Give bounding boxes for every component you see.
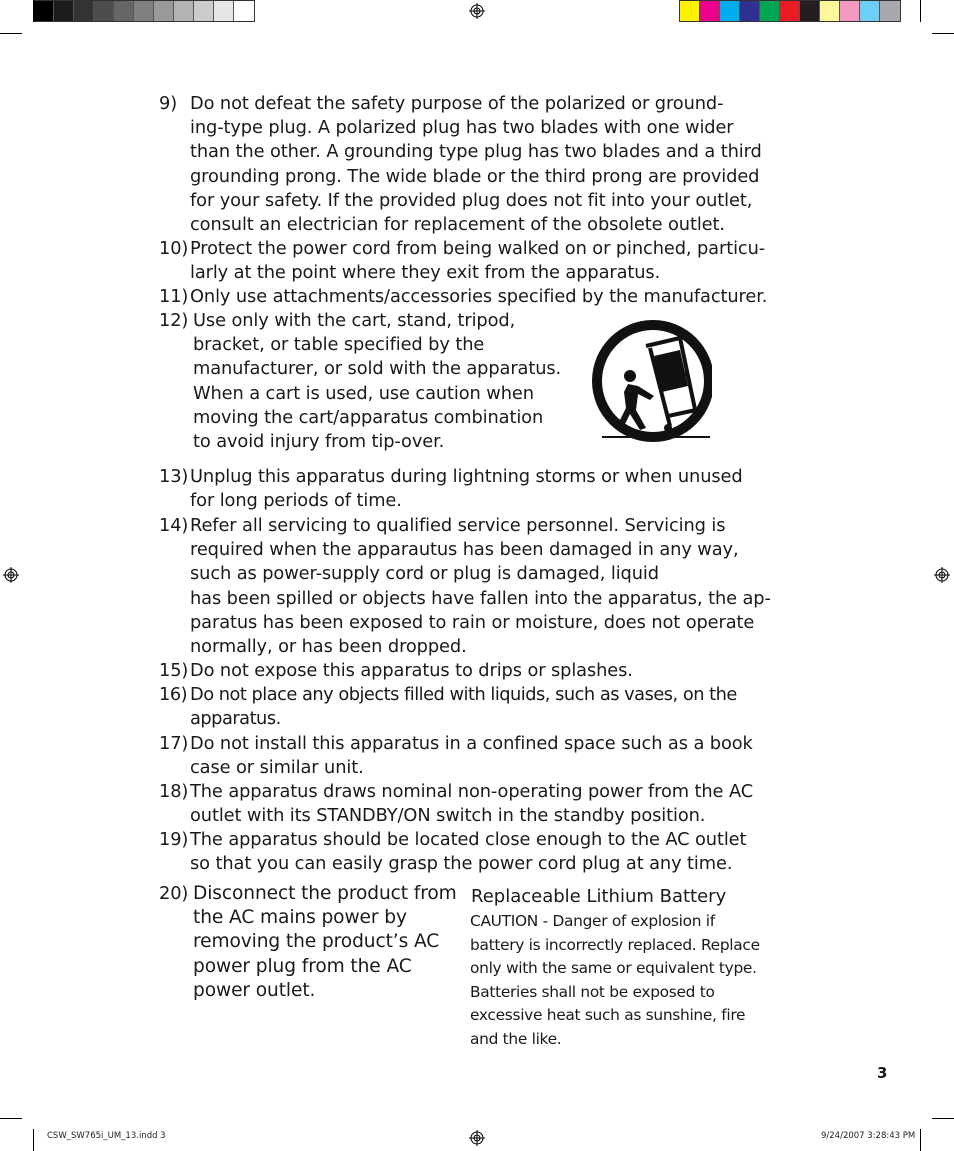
battery-caution-body	[470, 910, 760, 1051]
item-line: power outlet.	[193, 979, 316, 1001]
instruction-item-9	[159, 92, 762, 237]
color-swatch	[154, 1, 174, 21]
crop-mark	[33, 0, 34, 22]
item-line: Use only with the cart, stand, tripod,	[193, 310, 516, 331]
instruction-item-15	[159, 659, 633, 683]
item-line: Refer all servicing to qualified service personnel. Servicing is	[190, 515, 726, 536]
color-swatch	[720, 1, 740, 21]
battery-caution-line: battery is incorrectly replaced. Replace	[470, 935, 760, 954]
registration-mark-icon	[469, 1130, 485, 1146]
item-number: 20)	[159, 883, 189, 904]
instruction-item-14	[159, 514, 771, 659]
instruction-item-16	[159, 683, 737, 731]
item-line: Protect the power cord from being walked on or pinched, particu-	[190, 238, 766, 259]
color-swatch	[840, 1, 860, 21]
color-swatch	[174, 1, 194, 21]
item-line: such as power-supply cord or plug is damaged, liquid	[190, 563, 659, 585]
item-line: the AC mains power by	[193, 907, 407, 929]
registration-mark-icon	[469, 3, 485, 19]
item-number: 11)	[159, 286, 189, 307]
instruction-item-10	[159, 237, 765, 285]
color-swatch	[780, 1, 800, 21]
item-line: consult an electrician for replacement of the obsolete outlet.	[190, 214, 725, 236]
item-line: paratus has been exposed to rain or moisture, does not operate	[190, 611, 755, 633]
item-line: Disconnect the product from	[193, 883, 457, 904]
item-line: outlet with its STANDBY/ON switch in the standby position.	[190, 805, 706, 827]
page-number: 3	[877, 1064, 888, 1082]
battery-caution-line: and the like.	[470, 1029, 562, 1048]
instruction-item-13	[159, 465, 743, 513]
battery-caution-line: Batteries shall not be exposed to	[470, 982, 715, 1001]
color-swatch	[820, 1, 840, 21]
item-line: apparatus.	[190, 708, 281, 730]
item-line: Unplug this apparatus during lightning storms or when unused	[190, 466, 743, 487]
item-number: 16)	[159, 684, 188, 705]
item-line: The apparatus draws nominal non-operating power from the AC	[190, 781, 754, 802]
item-line: When a cart is used, use caution when	[193, 382, 534, 404]
item-line: manufacturer, or sold with the apparatus.	[193, 358, 562, 380]
slug-timestamp: 9/24/2007 3:28:43 PM	[821, 1131, 916, 1141]
item-number: 9)	[159, 93, 178, 114]
item-line: to avoid injury from tip-over.	[193, 431, 445, 453]
crop-mark	[932, 33, 954, 34]
item-line: removing the product’s AC	[193, 931, 440, 953]
color-swatch	[74, 1, 94, 21]
battery-caution-line: only with the same or equivalent type.	[470, 959, 757, 977]
item-number: 15)	[159, 660, 189, 681]
color-swatch	[34, 1, 54, 21]
item-line: required when the apparautus has been damaged in any way,	[190, 539, 739, 561]
color-swatch	[134, 1, 154, 21]
item-line: grounding prong. The wide blade or the third prong are provided	[190, 165, 760, 187]
item-line: than the other. A grounding type plug has two blades and a third	[190, 141, 762, 163]
color-swatch	[740, 1, 760, 21]
item-number: 17)	[159, 733, 189, 754]
item-line: power plug from the AC	[193, 955, 412, 977]
item-number: 14)	[159, 515, 189, 536]
item-line: Do not defeat the safety purpose of the polarized or ground-	[190, 93, 724, 114]
grayscale-color-bar	[33, 0, 255, 22]
item-line: ing-type plug. A polarized plug has two blades with one wider	[190, 117, 734, 139]
item-number: 18)	[159, 781, 189, 802]
crop-mark	[33, 1129, 34, 1151]
crop-mark	[932, 1118, 954, 1119]
slug-filename: CSW_SW765i_UM_13.indd 3	[47, 1131, 166, 1141]
item-line: larly at the point where they exit from the apparatus.	[190, 262, 661, 284]
color-swatch	[214, 1, 234, 21]
color-swatch	[234, 1, 254, 21]
item-line: moving the cart/apparatus combination	[193, 406, 544, 428]
crop-mark	[920, 0, 921, 22]
color-swatch	[680, 1, 700, 21]
instruction-item-17	[159, 732, 753, 780]
crop-mark	[920, 1129, 921, 1151]
item-line: Do not place any objects filled with liquids, such as vases, on the	[190, 684, 737, 705]
item-line: has been spilled or objects have fallen into the apparatus, the ap-	[190, 587, 771, 609]
color-swatch	[860, 1, 880, 21]
instruction-item-11	[159, 285, 767, 309]
battery-caution-title: Replaceable Lithium Battery	[471, 886, 727, 907]
item-line: bracket, or table specified by the	[193, 334, 485, 356]
color-swatch	[94, 1, 114, 21]
item-line: for long periods of time.	[190, 490, 402, 512]
item-line: Only use attachments/accessories specified by the manufacturer.	[190, 286, 768, 307]
color-swatch	[114, 1, 134, 21]
crop-mark	[0, 33, 22, 34]
battery-caution-line: CAUTION - Danger of explosion if	[470, 912, 715, 930]
crop-mark	[0, 1118, 22, 1119]
item-number: 12)	[159, 310, 189, 331]
color-swatch	[800, 1, 820, 21]
cart-tip-over-warning-icon	[588, 316, 712, 446]
battery-caution-line: excessive heat such as sunshine, fire	[470, 1006, 746, 1024]
process-color-bar	[679, 0, 901, 22]
item-line: so that you can easily grasp the power cord plug at any time.	[190, 853, 733, 875]
item-number: 13)	[159, 466, 189, 487]
item-line: case or similar unit.	[190, 757, 364, 779]
color-swatch	[760, 1, 780, 21]
item-number: 10)	[159, 238, 189, 259]
item-number: 19)	[159, 829, 189, 850]
color-swatch	[700, 1, 720, 21]
registration-mark-icon	[934, 567, 950, 583]
color-swatch	[54, 1, 74, 21]
registration-mark-icon	[3, 567, 19, 583]
instruction-item-12	[159, 309, 561, 454]
item-line: The apparatus should be located close enough to the AC outlet	[190, 829, 747, 850]
color-swatch	[880, 1, 900, 21]
item-line: Do not install this apparatus in a confined space such as a book	[190, 733, 753, 754]
item-line: for your safety. If the provided plug does not fit into your outlet,	[190, 189, 753, 211]
instruction-item-18	[159, 780, 753, 828]
item-line: normally, or has been dropped.	[190, 636, 467, 658]
color-swatch	[194, 1, 214, 21]
item-line: Do not expose this apparatus to drips or splashes.	[190, 660, 633, 681]
instruction-item-20	[159, 882, 457, 1003]
instruction-item-19	[159, 828, 746, 876]
